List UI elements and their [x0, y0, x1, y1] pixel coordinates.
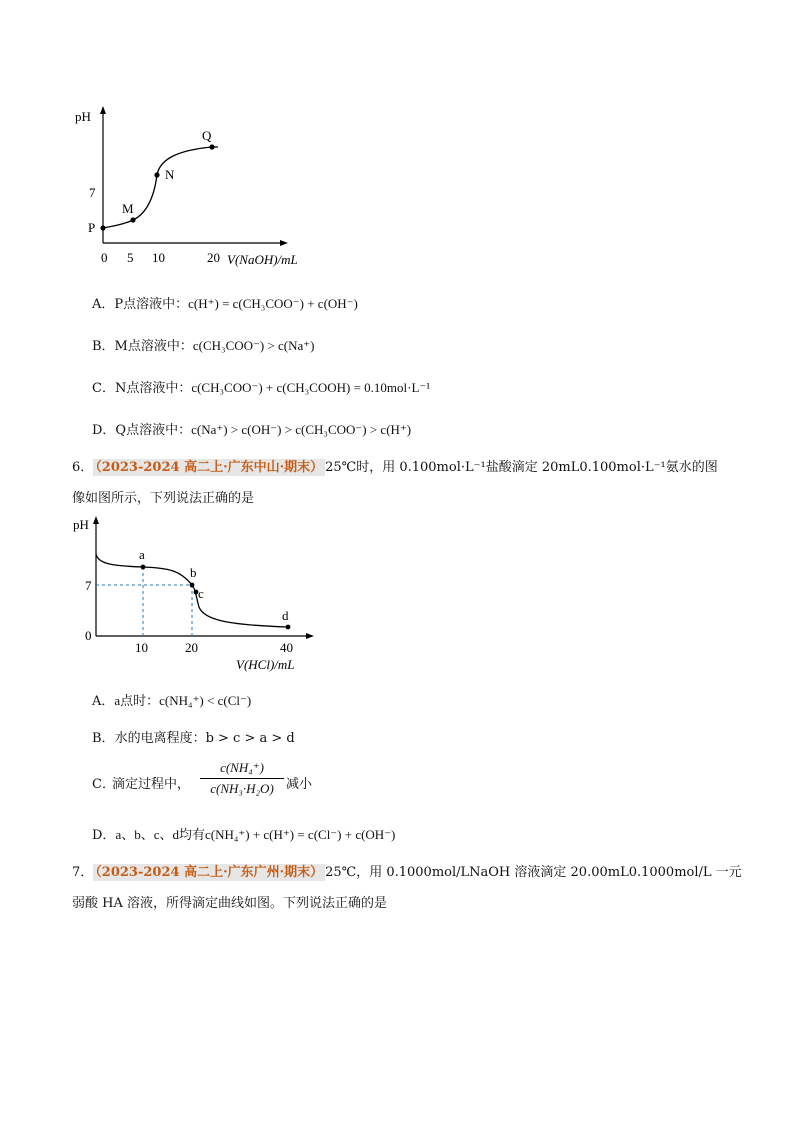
q6-option-a[interactable]: [92, 690, 251, 709]
q6-option-c-fraction: [200, 760, 284, 797]
x-tick-10: 10: [135, 640, 148, 655]
label-c: c: [198, 586, 204, 601]
x-axis-arrow: [280, 240, 288, 246]
q6-option-c-label: C．: [92, 777, 115, 792]
q6-option-b-label: B．: [92, 731, 115, 746]
q5-option-d[interactable]: [92, 419, 411, 438]
point-d: [286, 625, 291, 630]
point-Q: [209, 144, 214, 149]
label-M: M: [122, 201, 134, 216]
y-tick-7: 7: [85, 578, 92, 593]
point-P: [100, 225, 105, 230]
q5-option-b[interactable]: [92, 335, 314, 354]
q5-option-a[interactable]: [92, 293, 358, 312]
q7-stem-text-2: 弱酸 HA 溶液，所得滴定曲线如图。下列说法正确的是: [72, 896, 387, 911]
q6-source-tag: （2023-2024 高二上·广东中山·期末）: [95, 460, 324, 475]
y-axis-label: pH: [73, 517, 89, 532]
x-tick-20: 20: [185, 640, 198, 655]
q6-stem-text-1: 25℃时，用 0.100mol·L⁻¹盐酸滴定 20mL0.100mol·L⁻¹氨水的图: [325, 460, 718, 475]
q6-number: 6．: [72, 460, 94, 475]
label-N: N: [165, 167, 175, 182]
titration-figure-1: [70, 100, 330, 270]
q6-option-b[interactable]: [92, 727, 295, 746]
q5-option-a-formula: c(H⁺) = c(CH₃COO⁻) + c(OH⁻): [188, 296, 358, 311]
q5-option-c-label: C．N点溶液中：: [92, 381, 192, 396]
label-b: b: [190, 565, 197, 580]
q6-option-c-pre: 滴定过程中，: [112, 777, 191, 792]
titration-curve: [103, 147, 218, 228]
q6-option-c-denominator: c(NH₃·H₂O): [210, 781, 274, 796]
q5-option-c-formula: c(CH₃COO⁻) + c(CH₃COOH) = 0.10mol·L⁻¹: [191, 380, 431, 395]
q6-option-b-text: 水的电离程度：b > c > a > d: [114, 731, 295, 746]
q7-stem-text-1: 25℃，用 0.1000mol/LNaOH 溶液滴定 20.00mL0.1000mol/L 一元: [325, 865, 742, 880]
point-N: [154, 172, 159, 177]
x-tick-5: 5: [127, 250, 134, 265]
q5-option-d-label: D．Q点溶液中：: [92, 423, 192, 438]
point-M: [130, 217, 135, 222]
x-tick-10: 10: [152, 250, 165, 265]
q6-stem-line-1: [72, 456, 718, 475]
y-tick-0: 0: [85, 628, 92, 643]
q5-option-b-label: B．M点溶液中：: [92, 339, 193, 354]
y-tick-7: 7: [89, 185, 96, 200]
y-axis-arrow: [93, 516, 99, 524]
label-P: P: [88, 220, 96, 235]
fraction-bar: [200, 778, 284, 779]
q6-option-d-label: D．: [92, 828, 116, 843]
titration-figure-2: [68, 512, 330, 672]
q5-option-b-formula: c(CH₃COO⁻) > c(Na⁺): [192, 338, 315, 353]
q7-source-tag: （2023-2024 高二上·广东广州·期末）: [95, 865, 324, 880]
point-b: [190, 583, 195, 588]
q7-stem-line-2: [72, 892, 387, 911]
q5-option-c[interactable]: [92, 377, 430, 396]
y-axis-label: pH: [75, 109, 91, 124]
x-tick-20: 20: [207, 250, 220, 265]
point-a: [141, 565, 146, 570]
x-axis-arrow: [306, 633, 314, 639]
q6-option-c-numerator: c(NH₄⁺): [220, 760, 264, 775]
x-axis-label: V(HCl)/mL: [236, 657, 295, 672]
x-axis-label: V(NaOH)/mL: [227, 252, 298, 267]
q5-option-d-formula: c(Na⁺) > c(OH⁻) > c(CH₃COO⁻) > c(H⁺): [191, 422, 412, 437]
q6-option-d-text: a、b、c、d均有c(NH₄⁺) + c(H⁺) = c(Cl⁻) + c(OH⁻): [115, 827, 396, 842]
q6-option-d[interactable]: [92, 824, 395, 843]
q6-option-a-text: a点时：c(NH₄⁺) < c(Cl⁻): [114, 693, 252, 708]
label-d: d: [282, 608, 289, 623]
q6-option-c-post: 减小: [286, 777, 313, 792]
x-tick-0: 0: [101, 250, 108, 265]
q6-stem-line-2: [72, 487, 254, 506]
q6-option-a-label: A．: [92, 694, 115, 709]
y-axis-arrow: [100, 106, 106, 114]
q7-stem-line-1: [72, 861, 742, 880]
label-Q: Q: [202, 128, 212, 143]
q6-stem-text-2: 像如图所示，下列说法正确的是: [72, 491, 255, 506]
label-a: a: [139, 547, 145, 562]
q7-number: 7．: [72, 865, 94, 880]
x-tick-40: 40: [280, 640, 293, 655]
q5-option-a-label: A．P点溶液中：: [92, 297, 189, 312]
